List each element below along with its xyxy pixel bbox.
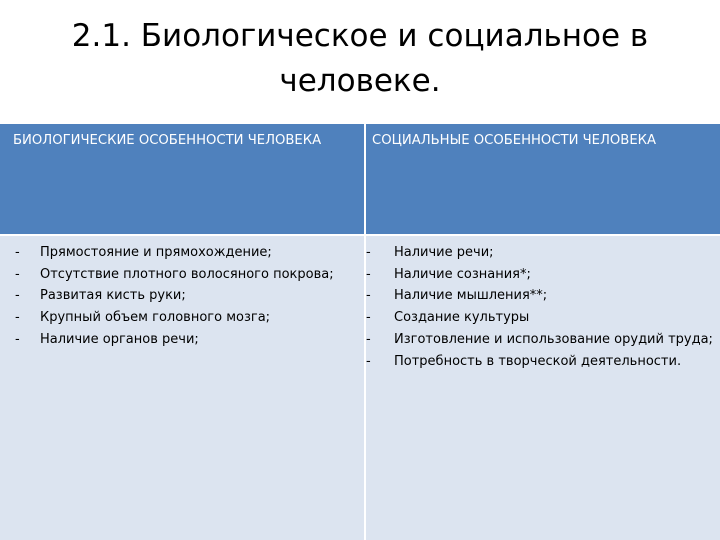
list-item-text: Создание культуры xyxy=(394,310,530,326)
comparison-table xyxy=(0,124,720,540)
biological-column xyxy=(0,124,364,540)
list-item xyxy=(366,351,720,373)
bullet-dash: - xyxy=(366,245,371,260)
list-item xyxy=(366,285,720,307)
cell-biological xyxy=(0,236,364,540)
list-item xyxy=(0,242,364,264)
bullet-dash: - xyxy=(15,288,20,304)
cell-social xyxy=(366,236,720,540)
list-item-text: Наличие сознания*; xyxy=(394,266,531,282)
bullet-dash: - xyxy=(366,331,371,347)
list-item-text: Наличие органов речи; xyxy=(40,331,199,347)
list-item xyxy=(0,264,364,286)
bullet-dash: - xyxy=(366,266,371,282)
social-list xyxy=(366,242,720,372)
bullet-dash: - xyxy=(15,266,20,282)
header-social: СОЦИАЛЬНЫЕ ОСОБЕННОСТИ ЧЕЛОВЕКА xyxy=(366,124,720,234)
header-biological: БИОЛОГИЧЕСКИЕ ОСОБЕННОСТИ ЧЕЛОВЕКА xyxy=(0,124,364,234)
list-item-text: Потребность в творческой деятельности. xyxy=(394,353,682,369)
bullet-dash: - xyxy=(366,353,371,369)
list-item-text: Наличие мышления**; xyxy=(394,288,548,304)
bullet-dash: - xyxy=(366,310,371,326)
bullet-dash: - xyxy=(15,310,20,326)
list-item-text: Развитая кисть руки; xyxy=(40,288,186,304)
title-line-1: 2.1. Биологическое и социальное в xyxy=(71,18,649,54)
bullet-dash: - xyxy=(15,245,20,260)
list-item-text: Крупный объем головного мозга; xyxy=(40,310,271,326)
list-item xyxy=(0,329,364,351)
biological-list xyxy=(0,242,364,351)
slide-title xyxy=(0,14,720,104)
list-item-text: Отсутствие плотного волосяного покрова; xyxy=(40,266,334,282)
list-item xyxy=(366,329,720,351)
list-item xyxy=(366,307,720,329)
list-item-text: Изготовление и использование орудий труда; xyxy=(394,331,713,347)
list-item xyxy=(366,264,720,286)
social-column xyxy=(366,124,720,540)
list-item xyxy=(366,242,720,264)
bullet-dash: - xyxy=(15,331,20,347)
list-item-text: Наличие речи; xyxy=(394,245,494,260)
list-item xyxy=(0,285,364,307)
list-item-text: Прямостояние и прямохождение; xyxy=(40,245,272,260)
bullet-dash: - xyxy=(366,288,371,304)
title-line-2: человеке. xyxy=(279,63,441,99)
list-item xyxy=(0,307,364,329)
